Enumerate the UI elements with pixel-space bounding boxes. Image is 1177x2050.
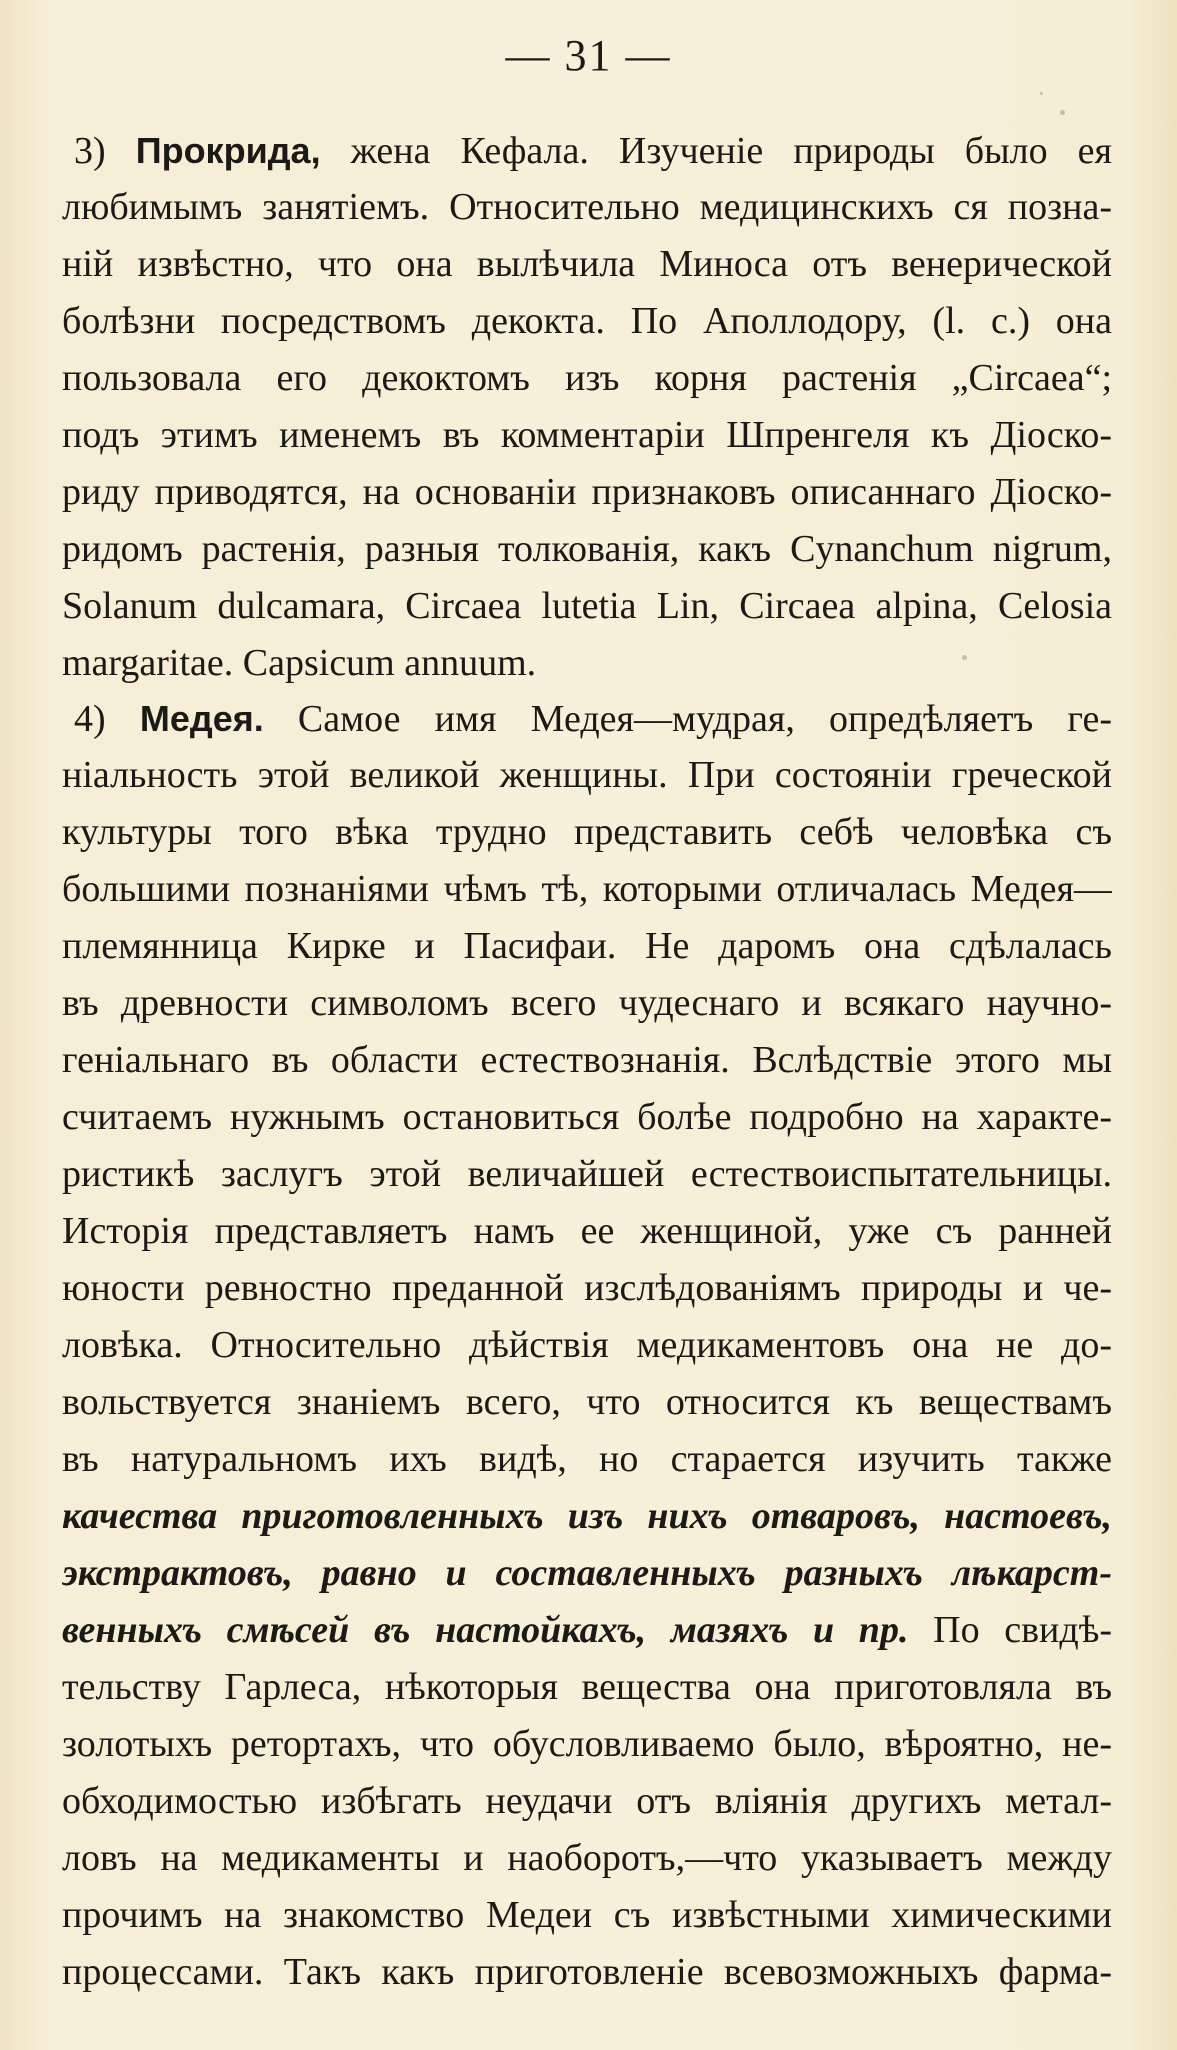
text-segment: процессами. Такъ какъ приготовленіе всевозможныхъ фарма- <box>62 1951 1112 1993</box>
text-line <box>62 1602 1112 1659</box>
text-line <box>62 1260 1112 1317</box>
text-segment: По свидѣ- <box>908 1609 1112 1651</box>
text-segment: ній извѣстно, что она вылѣчила Миноса отъ венерической <box>62 243 1112 285</box>
text-segment: 4) <box>74 698 140 740</box>
text-segment: считаемъ нужнымъ остановиться болѣе подробно на характе- <box>62 1096 1112 1138</box>
emphasis-text: качества приготовленныхъ изъ нихъ отваровъ, настоевъ, <box>62 1495 1112 1537</box>
text-line <box>62 975 1112 1032</box>
text-line <box>62 1545 1112 1602</box>
paragraph-prokrida <box>62 122 1112 692</box>
page-number: — 31 — <box>505 31 672 80</box>
text-line <box>62 861 1112 918</box>
heading-name: Прокрида, <box>135 130 321 171</box>
text-line <box>62 1773 1112 1830</box>
text-line <box>62 464 1112 521</box>
text-segment: Solanum dulcamara, Circaea lutetia Lin, Circaea alpina, Celosia <box>62 585 1112 627</box>
text-segment: въ древности символомъ всего чудеснаго и всякаго научно- <box>62 982 1112 1024</box>
text-line <box>62 350 1112 407</box>
text-segment: прочимъ на знакомство Медеи съ извѣстными химическими <box>62 1894 1112 1936</box>
text-line <box>62 1431 1112 1488</box>
text-line <box>62 1089 1112 1146</box>
text-line <box>62 1203 1112 1260</box>
text-segment: жена Кефала. Изученіе природы было ея <box>320 130 1112 172</box>
text-segment: культуры того вѣка трудно представить себѣ человѣка съ <box>62 811 1112 853</box>
text-line <box>62 407 1112 464</box>
paragraph-medea <box>62 690 1112 2001</box>
text-segment: обходимостью избѣгать неудачи отъ вліянія другихъ метал- <box>62 1780 1112 1822</box>
text-line <box>62 293 1112 350</box>
text-line <box>62 578 1112 635</box>
text-segment: племянница Кирке и Пасифаи. Не даромъ она сдѣлалась <box>62 925 1112 967</box>
text-line <box>62 918 1112 975</box>
text-segment: ристикѣ заслугъ этой величайшей естествоиспытательницы. <box>62 1153 1112 1195</box>
text-segment: ловъ на медикаменты и наоборотъ,—что указываетъ между <box>62 1837 1112 1879</box>
text-line <box>62 1146 1112 1203</box>
text-line <box>62 1716 1112 1773</box>
text-segment: 3) <box>74 130 136 172</box>
heading-name: Медея. <box>139 698 264 739</box>
text-segment: большими познаніями чѣмъ тѣ, которыми отличалась Медея— <box>62 868 1112 910</box>
text-line <box>62 1887 1112 1944</box>
text-segment: Исторія представляетъ намъ ее женщиной, уже съ ранней <box>62 1210 1112 1252</box>
text-line <box>62 1374 1112 1431</box>
text-line <box>62 1659 1112 1716</box>
text-line <box>62 1830 1112 1887</box>
paper-speck <box>1040 92 1043 95</box>
emphasis-text: экстрактовъ, равно и составленныхъ разныхъ лѣкарст- <box>62 1552 1112 1594</box>
text-segment: любимымъ занятіемъ. Относительно медицинскихъ ся позна- <box>62 186 1112 228</box>
text-segment: тельству Гарлеса, нѣкоторыя вещества она приготовляла въ <box>62 1666 1112 1708</box>
paper-speck <box>962 655 967 660</box>
text-line <box>62 179 1112 236</box>
text-line <box>62 236 1112 293</box>
text-line <box>62 747 1112 804</box>
text-segment: въ натуральномъ ихъ видѣ, но старается изучить также <box>62 1438 1112 1480</box>
text-line <box>62 804 1112 861</box>
text-line <box>62 690 1112 747</box>
text-line <box>62 122 1112 179</box>
text-segment: пользовала его декоктомъ изъ корня растенія „Circaea“; <box>62 357 1112 399</box>
text-segment: Самое имя Медея—мудрая, опредѣляетъ ге- <box>263 698 1112 740</box>
text-segment: золотыхъ ретортахъ, что обусловливаемо было, вѣроятно, не- <box>62 1723 1112 1765</box>
text-segment: геніальнаго въ области естествознанія. Вслѣдствіе этого мы <box>62 1039 1112 1081</box>
text-line <box>62 1317 1112 1374</box>
text-segment: риду приводятся, на основаніи признаковъ описаннаго Діоско- <box>62 471 1112 513</box>
text-segment: margaritae. Capsicum annuum. <box>62 642 537 684</box>
text-segment: подъ этимъ именемъ въ комментаріи Шпренгеля къ Діоско- <box>62 414 1112 456</box>
text-line <box>62 521 1112 578</box>
text-line <box>62 1032 1112 1089</box>
text-segment: ридомъ растенія, разныя толкованія, какъ Cynanchum nigrum, <box>62 528 1112 570</box>
text-segment: вольствуется знаніемъ всего, что относится къ веществамъ <box>62 1381 1112 1423</box>
paper-speck <box>1060 110 1065 115</box>
text-segment: болѣзни посредствомъ декокта. По Аполлодору, (l. c.) она <box>62 300 1112 342</box>
text-segment: юности ревностно преданной изслѣдованіямъ природы и че- <box>62 1267 1112 1309</box>
text-line <box>62 1488 1112 1545</box>
text-segment: ніальность этой великой женщины. При состояніи греческой <box>62 754 1112 796</box>
text-line <box>62 635 1112 692</box>
text-line <box>62 1944 1112 2001</box>
emphasis-text: венныхъ смѣсей въ настойкахъ, мазяхъ и пр. <box>62 1609 909 1651</box>
text-segment: ловѣка. Относительно дѣйствія медикаментовъ она не до- <box>62 1324 1112 1366</box>
